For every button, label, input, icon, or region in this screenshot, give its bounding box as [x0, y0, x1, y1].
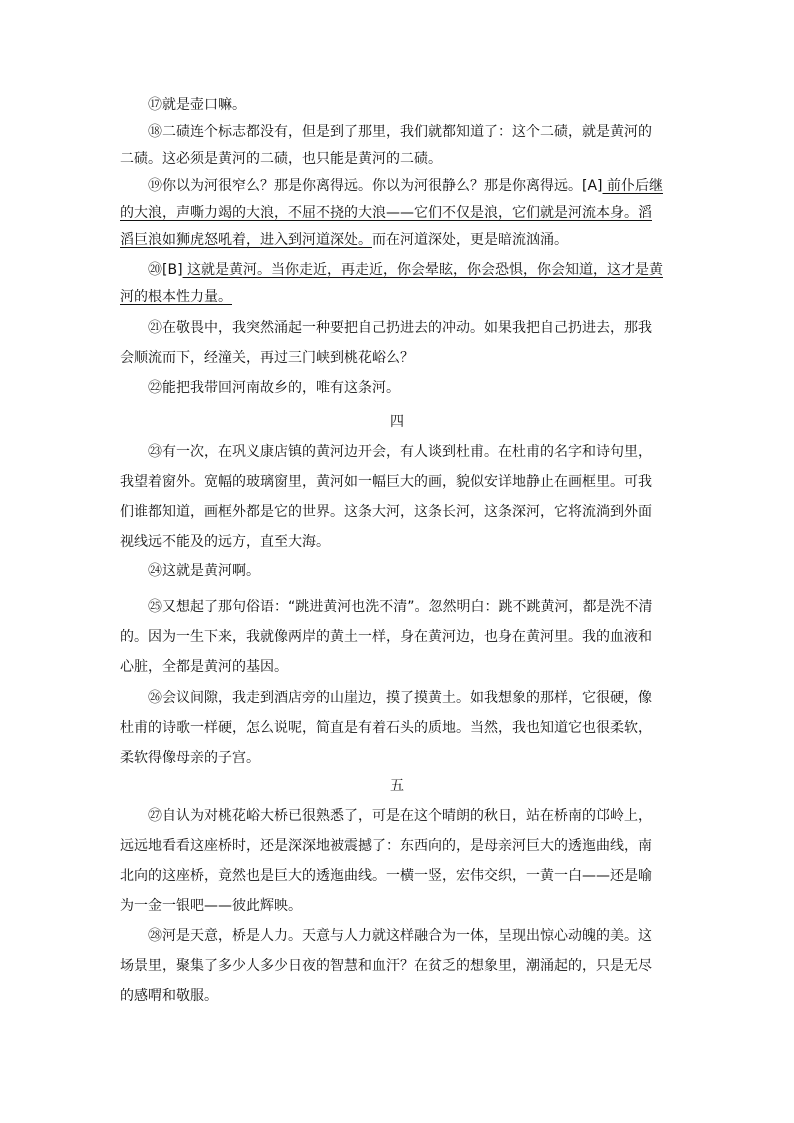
section-heading-5: 五 [390, 778, 404, 794]
underlined-passage-b: 这就是黄河。当你走近，再走近，你会晕眩，你会恐惧，你会知道，这才是黄河的根本性力量。 [120, 262, 663, 305]
paragraph-number: ⑰ [148, 97, 162, 113]
paragraph-text: 就是壶口嘛。 [162, 97, 246, 113]
paragraph-18 [120, 119, 665, 173]
paragraph-text: 河是天意，桥是人力。天意与人力就这样融合为一体，呈现出惊心动魄的美。这场景里，聚集了多少人多少日夜的智慧和血汗？在贫乏的想象里，潮涌起的，只是无尽的感喟和敬服。 [120, 928, 652, 1004]
paragraph-25 [120, 592, 665, 682]
paragraph-23 [120, 437, 665, 557]
paragraph-number: ㉔ [148, 563, 162, 579]
paragraph-text: 有一次，在巩义康店镇的黄河边开会，有人谈到杜甫。在杜甫的名字和诗句里，我望着窗外。宽幅的玻璃窗里，黄河如一幅巨大的画，貌似安详地静止在画框里。可我们谁都知道，画框外都是它的世界。这条大河，这条长河，这条深河，它将流淌到外面视线远不能及的远方，直至大海。 [120, 444, 652, 550]
underlined-passage-a: 前仆后继的大浪，声嘶力竭的大浪，不屈不挠的大浪——它们不仅是浪，它们就是河流本身。滔滔巨浪如狮虎怒吼着，进入到河道深处。 [120, 178, 663, 248]
paragraph-text: 又想起了那句俗语：“跳进黄河也洗不清”。忽然明白：跳不跳黄河，都是洗不清的。因为一生下来，我就像两岸的黄土一样，身在黄河边，也身在黄河里。我的血液和心脏，全都是黄河的基因。 [120, 599, 653, 675]
paragraph-tail: 而在河道深处，更是暗流汹涌。 [372, 232, 568, 248]
paragraph-text: 在敬畏中，我突然涌起一种要把自己扔进去的冲动。如果我把自己扔进去，那我会顺流而下，经潼关，再过三门峡到桃花峪么？ [120, 320, 652, 366]
paragraph-number: ㉘ [148, 928, 162, 944]
paragraph-number: ㉗ [148, 808, 162, 824]
paragraph-text: 你以为河很窄么？那是你离得远。你以为河很静么？那是你离得远。 [162, 178, 582, 194]
marker-b: [B] [162, 262, 183, 278]
marker-a: [A] [582, 178, 603, 194]
paragraph-number: ⑲ [148, 178, 162, 194]
paragraph-28 [120, 921, 665, 1011]
paragraph-19 [120, 173, 665, 254]
paragraph-number: ⑱ [148, 124, 162, 140]
paragraph-26 [120, 683, 665, 773]
paragraph-text: 自认为对桃花峪大桥已很熟悉了，可是在这个晴朗的秋日，站在桥南的邙岭上，远远地看看这座桥时，还是深深地被震撼了：东西向的，是母亲河巨大的透迤曲线，南北向的这座桥，竟然也是巨大的透迤曲线。一横一竖，宏伟交织，一黄一白——还是喻为一金一银吧——彼此辉映。 [120, 808, 652, 914]
paragraph-21 [120, 313, 665, 373]
paragraph-text: 这就是黄河啊。 [162, 563, 260, 579]
paragraph-20 [120, 257, 665, 311]
paragraph-number: ㉖ [148, 690, 162, 706]
paragraph-number: ㉕ [148, 599, 162, 615]
paragraph-22 [120, 375, 665, 402]
paragraph-number: ㉒ [148, 380, 162, 396]
paragraph-text: 能把我带回河南故乡的，唯有这条河。 [162, 380, 400, 396]
section-heading-4: 四 [390, 414, 404, 430]
paragraph-27 [120, 801, 665, 921]
paragraph-text: 会议间隙，我走到酒店旁的山崖边，摸了摸黄土。如我想象的那样，它很硬，像杜甫的诗歌一样硬，怎么说呢，简直是有着石头的质地。当然，我也知道它也很柔软，柔软得像母亲的子宫。 [120, 690, 652, 766]
paragraph-number: ⑳ [148, 262, 162, 278]
paragraph-17 [120, 92, 665, 119]
paragraph-24 [120, 558, 665, 585]
paragraph-number: ㉓ [148, 444, 162, 460]
paragraph-number: ㉑ [148, 320, 162, 336]
paragraph-text: 二碛连个标志都没有，但是到了那里，我们就都知道了：这个二碛，就是黄河的二碛。这必须是黄河的二碛，也只能是黄河的二碛。 [120, 124, 652, 167]
